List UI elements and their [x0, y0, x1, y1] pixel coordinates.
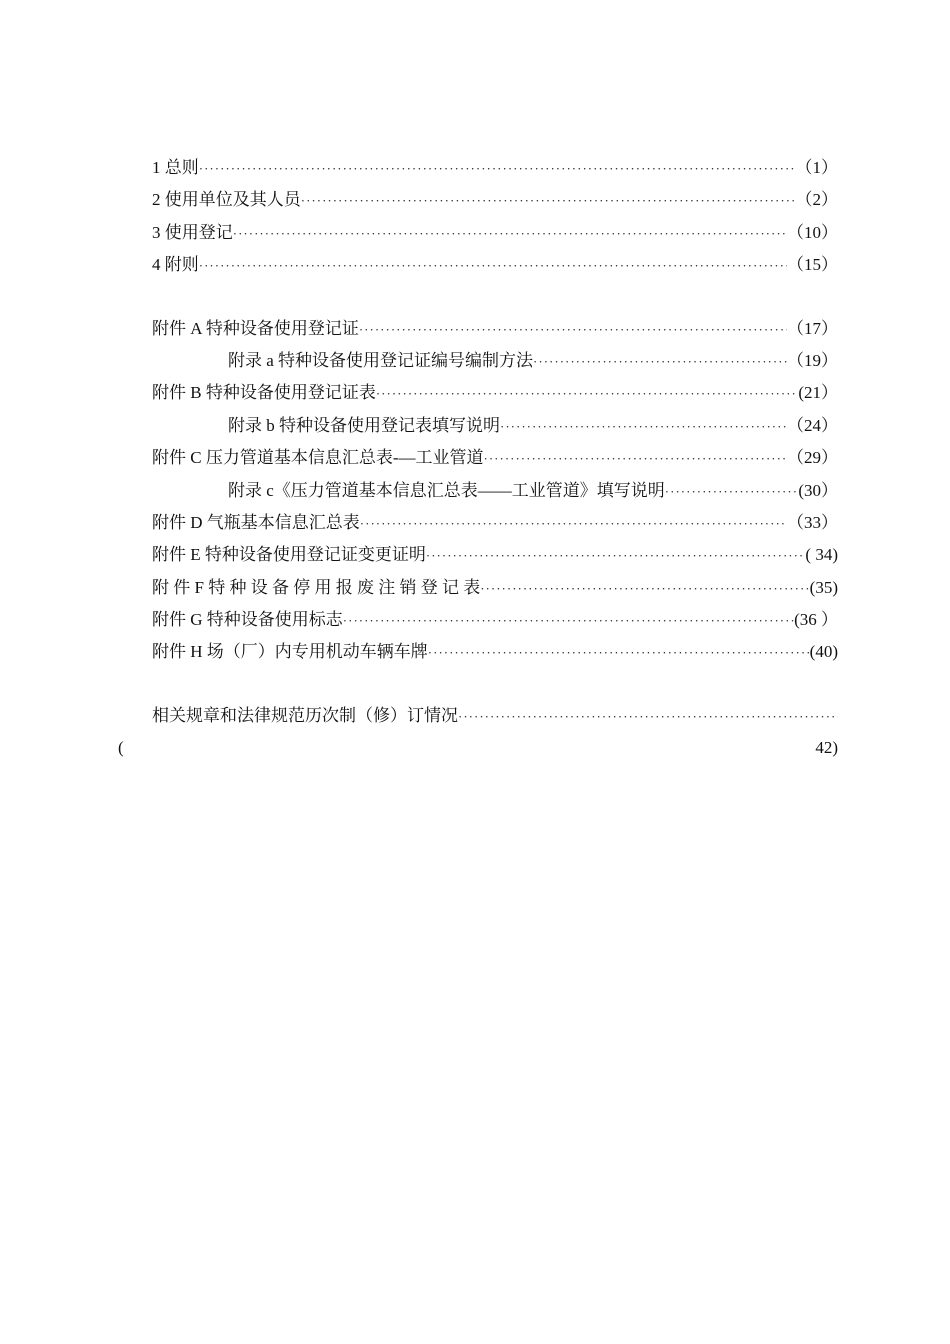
toc-entry-sub[interactable] — [152, 345, 838, 377]
toc-page-number: （1） — [795, 158, 838, 177]
toc-wrapped-page-line — [118, 732, 838, 764]
toc-entry-title: 4 附则 — [152, 255, 199, 275]
toc-entry-title: 附 件 F 特 种 设 备 停 用 报 废 注 销 登 记 表 — [152, 577, 481, 597]
toc-entry[interactable] — [152, 442, 838, 474]
toc-entry-title: 附录 a 特种设备使用登记证编号编制方法 — [228, 350, 534, 370]
toc-entry[interactable] — [152, 313, 838, 345]
toc-page-number: （2） — [795, 190, 838, 210]
toc-dot-leader — [199, 250, 787, 282]
toc-page-number: （19） — [787, 350, 838, 370]
toc-page-number: （24） — [787, 415, 838, 435]
toc-entry-title: 附录 b 特种设备使用登记表填写说明 — [228, 415, 500, 435]
toc-entry[interactable] — [152, 636, 838, 668]
toc-page-number: （33） — [787, 512, 838, 532]
toc-entry[interactable] — [152, 539, 838, 571]
toc-entry[interactable] — [152, 507, 838, 539]
toc-entry-title: 2 使用单位及其人员 — [152, 190, 301, 210]
toc-page-number: (40) — [809, 642, 838, 662]
toc-entry[interactable] — [152, 184, 838, 216]
toc-entry-title: 附件 C 压力管道基本信息汇总表-—工业管道 — [152, 448, 484, 468]
toc-entry-title: 附件 E 特种设备使用登记证变更证明 — [152, 545, 426, 565]
toc-dot-leader — [500, 411, 787, 443]
toc-dot-leader — [665, 476, 799, 508]
toc-entry-title: 附件 D 气瓶基本信息汇总表 — [152, 512, 360, 532]
toc-entry-sub[interactable] — [152, 410, 838, 442]
toc-entry-title: 附件 A 特种设备使用登记证 — [152, 318, 359, 338]
toc-page-number: (35) — [809, 577, 838, 597]
toc-dot-leader — [233, 218, 787, 250]
table-of-contents — [152, 152, 838, 669]
section-spacer — [152, 282, 838, 313]
toc-dot-leader — [533, 346, 787, 378]
toc-page-number: ( 34) — [805, 545, 838, 565]
toc-entry-title: 相关规章和法律规范历次制（修）订情况 — [152, 706, 458, 725]
toc-dot-leader — [484, 443, 788, 475]
toc-page-number: （10） — [787, 222, 838, 242]
toc-entry[interactable] — [152, 217, 838, 249]
toc-dot-leader — [359, 314, 787, 346]
toc-entry[interactable] — [152, 152, 838, 184]
toc-page-number: (21） — [798, 383, 838, 403]
toc-entry-title: 附录 c《压力管道基本信息汇总表——工业管道》填写说明 — [228, 480, 665, 500]
toc-entry-title: 附件 G 特种设备使用标志 — [152, 610, 343, 630]
toc-dot-leader — [199, 153, 796, 185]
toc-page-number: (36 ） — [794, 610, 838, 630]
toc-dot-leader — [426, 540, 806, 572]
toc-dot-leader — [360, 508, 787, 540]
toc-page-number: （17） — [787, 318, 838, 338]
toc-dot-leader — [458, 701, 838, 733]
toc-page-number: （15） — [787, 255, 838, 275]
toc-entry-title: 3 使用登记 — [152, 222, 233, 242]
toc-dot-leader — [376, 378, 798, 410]
toc-entry[interactable] — [152, 572, 838, 604]
toc-page-open-paren: ( — [118, 738, 124, 757]
toc-page-number: （29） — [787, 448, 838, 468]
toc-entry[interactable] — [152, 604, 838, 636]
toc-dot-leader — [428, 637, 810, 669]
toc-entry[interactable] — [152, 377, 838, 409]
toc-entry[interactable] — [152, 700, 838, 732]
toc-dot-leader — [480, 573, 809, 605]
toc-dot-leader — [301, 185, 796, 217]
toc-entry-title: 附件 B 特种设备使用登记证表 — [152, 383, 376, 403]
toc-entry-sub[interactable] — [152, 475, 838, 507]
toc-entry-title: 1 总则 — [152, 158, 199, 177]
toc-page-number: (30） — [798, 480, 838, 500]
toc-entry[interactable] — [152, 249, 838, 281]
toc-dot-leader — [343, 605, 794, 637]
toc-related-regulations[interactable] — [152, 700, 838, 732]
toc-page-number: 42) — [815, 738, 838, 757]
toc-entry-title: 附件 H 场（厂）内专用机动车辆车牌 — [152, 642, 428, 662]
